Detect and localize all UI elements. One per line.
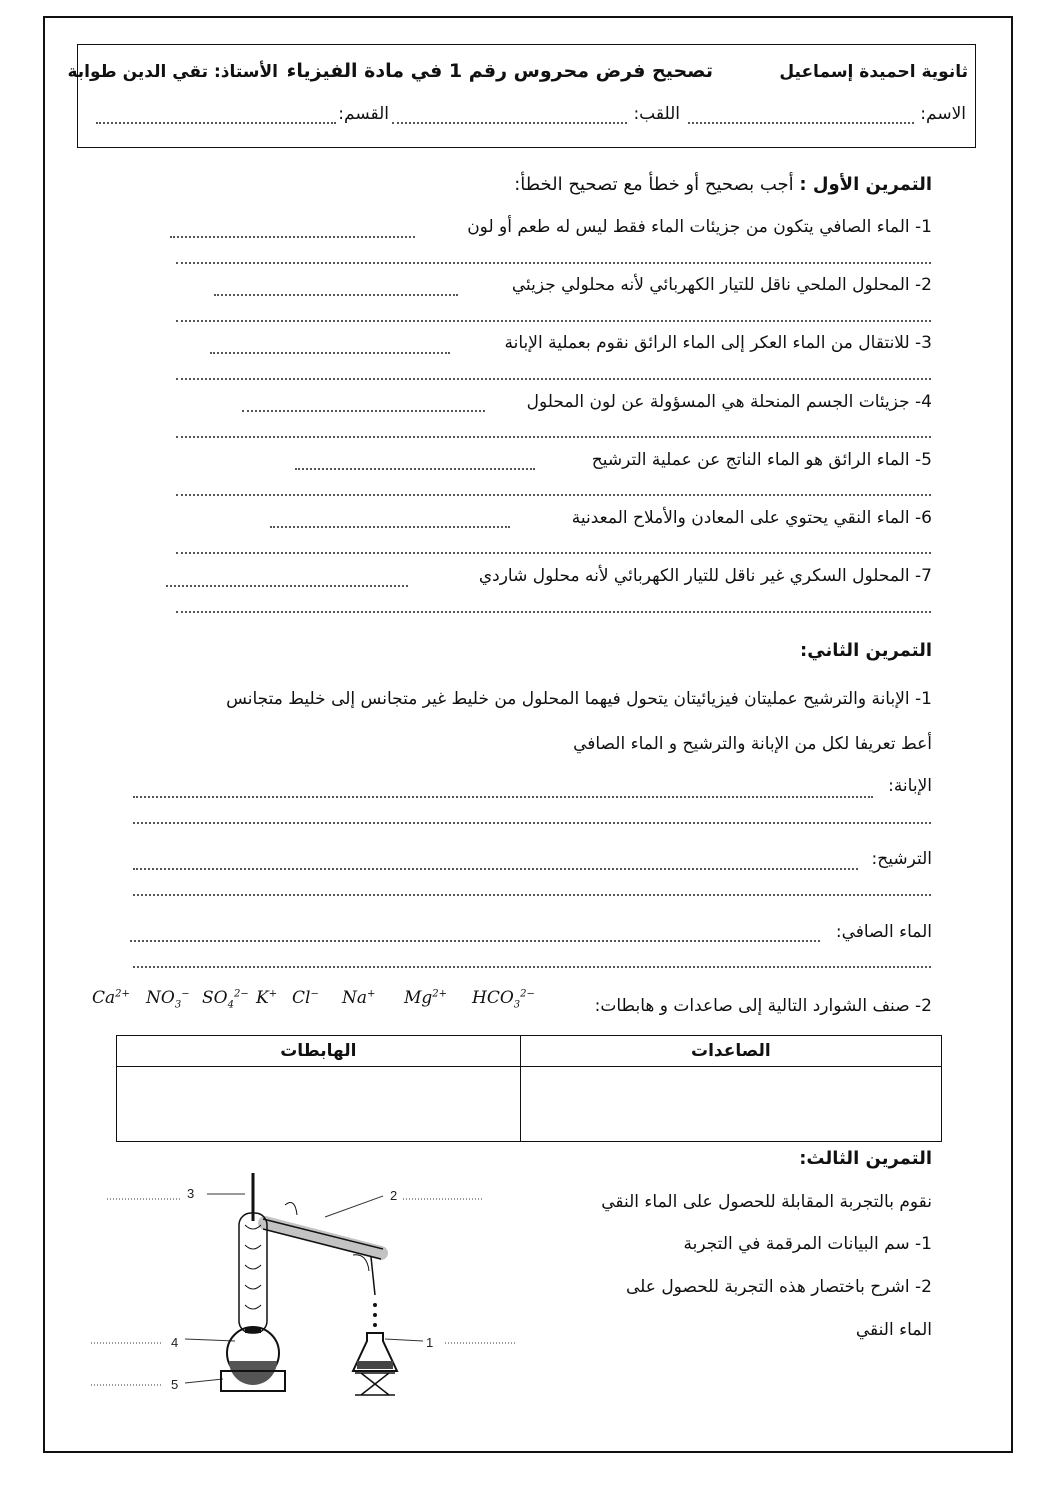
answer-line[interactable]: [176, 494, 931, 496]
answer-line[interactable]: [270, 526, 510, 528]
ex2-heading: التمرين الثاني:: [800, 640, 932, 661]
table-cell-cations[interactable]: [520, 1067, 941, 1142]
answer-line[interactable]: [166, 585, 408, 587]
surname-field[interactable]: [392, 122, 627, 124]
ion-k: K+: [256, 988, 278, 1008]
ex1-item-3: 3- للانتقال من الماء العكر إلى الماء الرائق نقوم بعملية الإبانة: [504, 333, 932, 353]
surname-label: اللقب:: [633, 104, 680, 124]
arrow-1: [385, 1339, 423, 1341]
ion-no3: $NO_3^-$: [146, 988, 190, 1011]
answer-line[interactable]: [295, 468, 535, 470]
label-4: 4: [171, 1335, 179, 1350]
ion-ca: $Ca^{2+}$: [92, 988, 130, 1008]
def-pure-label: الماء الصافي:: [835, 922, 932, 942]
arrow-4: [185, 1339, 235, 1341]
arrow-5: [185, 1379, 223, 1383]
answer-line[interactable]: [176, 552, 931, 554]
ion-na: Na+: [342, 988, 376, 1008]
ex1-item-6: 6- الماء النقي يحتوي على المعادن والأملاح المعدنية: [571, 508, 932, 528]
lab-jack: [355, 1373, 395, 1395]
label-3: 3: [187, 1186, 195, 1201]
name-field[interactable]: [688, 122, 914, 124]
table-header-cations: الصاعدات: [520, 1036, 941, 1067]
ex1-instruction: أجب بصحيح أو خطأ مع تصحيح الخطأ:: [514, 174, 794, 195]
distillation-diagram: [85, 1165, 525, 1405]
ex1-item-2: 2- المحلول الملحي ناقل للتيار الكهربائي لأنه محلولي جزيئي: [511, 275, 932, 295]
answer-line[interactable]: [176, 262, 931, 264]
ex3-q1: 1- سم البيانات المرقمة في التجربة: [683, 1234, 932, 1254]
fractionating-column: [239, 1213, 267, 1333]
ex2-q2: 2- صنف الشوارد التالية إلى صاعدات و هابطات:: [594, 996, 932, 1016]
table-header-anions: الهابطات: [117, 1036, 521, 1067]
teacher-name: الأستاذ: تقي الدين طوابة: [67, 62, 278, 82]
ex3-intro: نقوم بالتجربة المقابلة للحصول على الماء النقي: [601, 1192, 932, 1212]
answer-line[interactable]: [133, 868, 858, 870]
label-1: 1: [426, 1335, 434, 1350]
class-label: القسم:: [338, 104, 389, 124]
answer-line[interactable]: [176, 320, 931, 322]
label-5: 5: [171, 1377, 179, 1392]
ex3-q2-line2: الماء النقي: [855, 1320, 932, 1340]
ex1-item-5: 5- الماء الرائق هو الماء الناتج عن عملية الترشيح: [591, 450, 932, 470]
ex1-item-1: 1- الماء الصافي يتكون من جزيئات الماء فقط ليس له طعم أو لون: [467, 217, 932, 237]
answer-line[interactable]: [176, 436, 931, 438]
ex2-q1-line2: أعط تعريفا لكل من الإبانة والترشيح و الماء الصافي: [573, 734, 932, 754]
answer-line[interactable]: [210, 352, 450, 354]
answer-line[interactable]: [130, 940, 820, 942]
answer-line[interactable]: [214, 294, 458, 296]
ex1-header: [514, 174, 932, 195]
ion-mg: $Mg^{2+}$: [404, 988, 448, 1008]
ex1-item-7: 7- المحلول السكري غير ناقل للتيار الكهربائي لأنه محلول شاردي: [478, 566, 932, 586]
class-field[interactable]: [96, 122, 336, 124]
ion-cl: Cl−: [292, 988, 319, 1008]
def-decant-label: الإبانة:: [888, 776, 932, 796]
ex3-heading: التمرين الثالث:: [799, 1148, 932, 1169]
name-label: الاسم:: [920, 104, 966, 124]
ex2-q1-line1: 1- الإبانة والترشيح عمليتان فيزيائيتان يتحول فيهما المحلول من خليط غير متجانس إلى خليط متجانس: [226, 689, 932, 709]
ion-hco3: $HCO_3^{2-}$: [472, 988, 535, 1011]
label-2: 2: [390, 1188, 398, 1203]
answer-line[interactable]: [242, 410, 485, 412]
answer-line[interactable]: [133, 796, 873, 798]
answer-line[interactable]: [176, 378, 931, 380]
ions-table: [116, 1035, 942, 1142]
arrow-2: [325, 1196, 383, 1217]
ex1-heading: التمرين الأول :: [799, 174, 932, 195]
answer-line[interactable]: [133, 894, 931, 896]
answer-line[interactable]: [176, 611, 931, 613]
ex1-item-4: 4- جزيئات الجسم المنحلة هي المسؤولة عن لون المحلول: [526, 392, 932, 412]
def-filter-label: الترشيح:: [871, 849, 932, 869]
answer-line[interactable]: [133, 822, 931, 824]
answer-line[interactable]: [170, 236, 415, 238]
school-name: ثانوية احميدة إسماعيل: [779, 62, 968, 82]
answer-line[interactable]: [133, 966, 931, 968]
ion-so4: $SO_4^{2-}$: [202, 988, 249, 1011]
exam-title: تصحيح فرض محروس رقم 1 في مادة الفيزياء: [286, 60, 713, 82]
ex3-q2-line1: 2- اشرح باختصار هذه التجربة للحصول على: [625, 1277, 932, 1297]
table-cell-anions[interactable]: [117, 1067, 521, 1142]
